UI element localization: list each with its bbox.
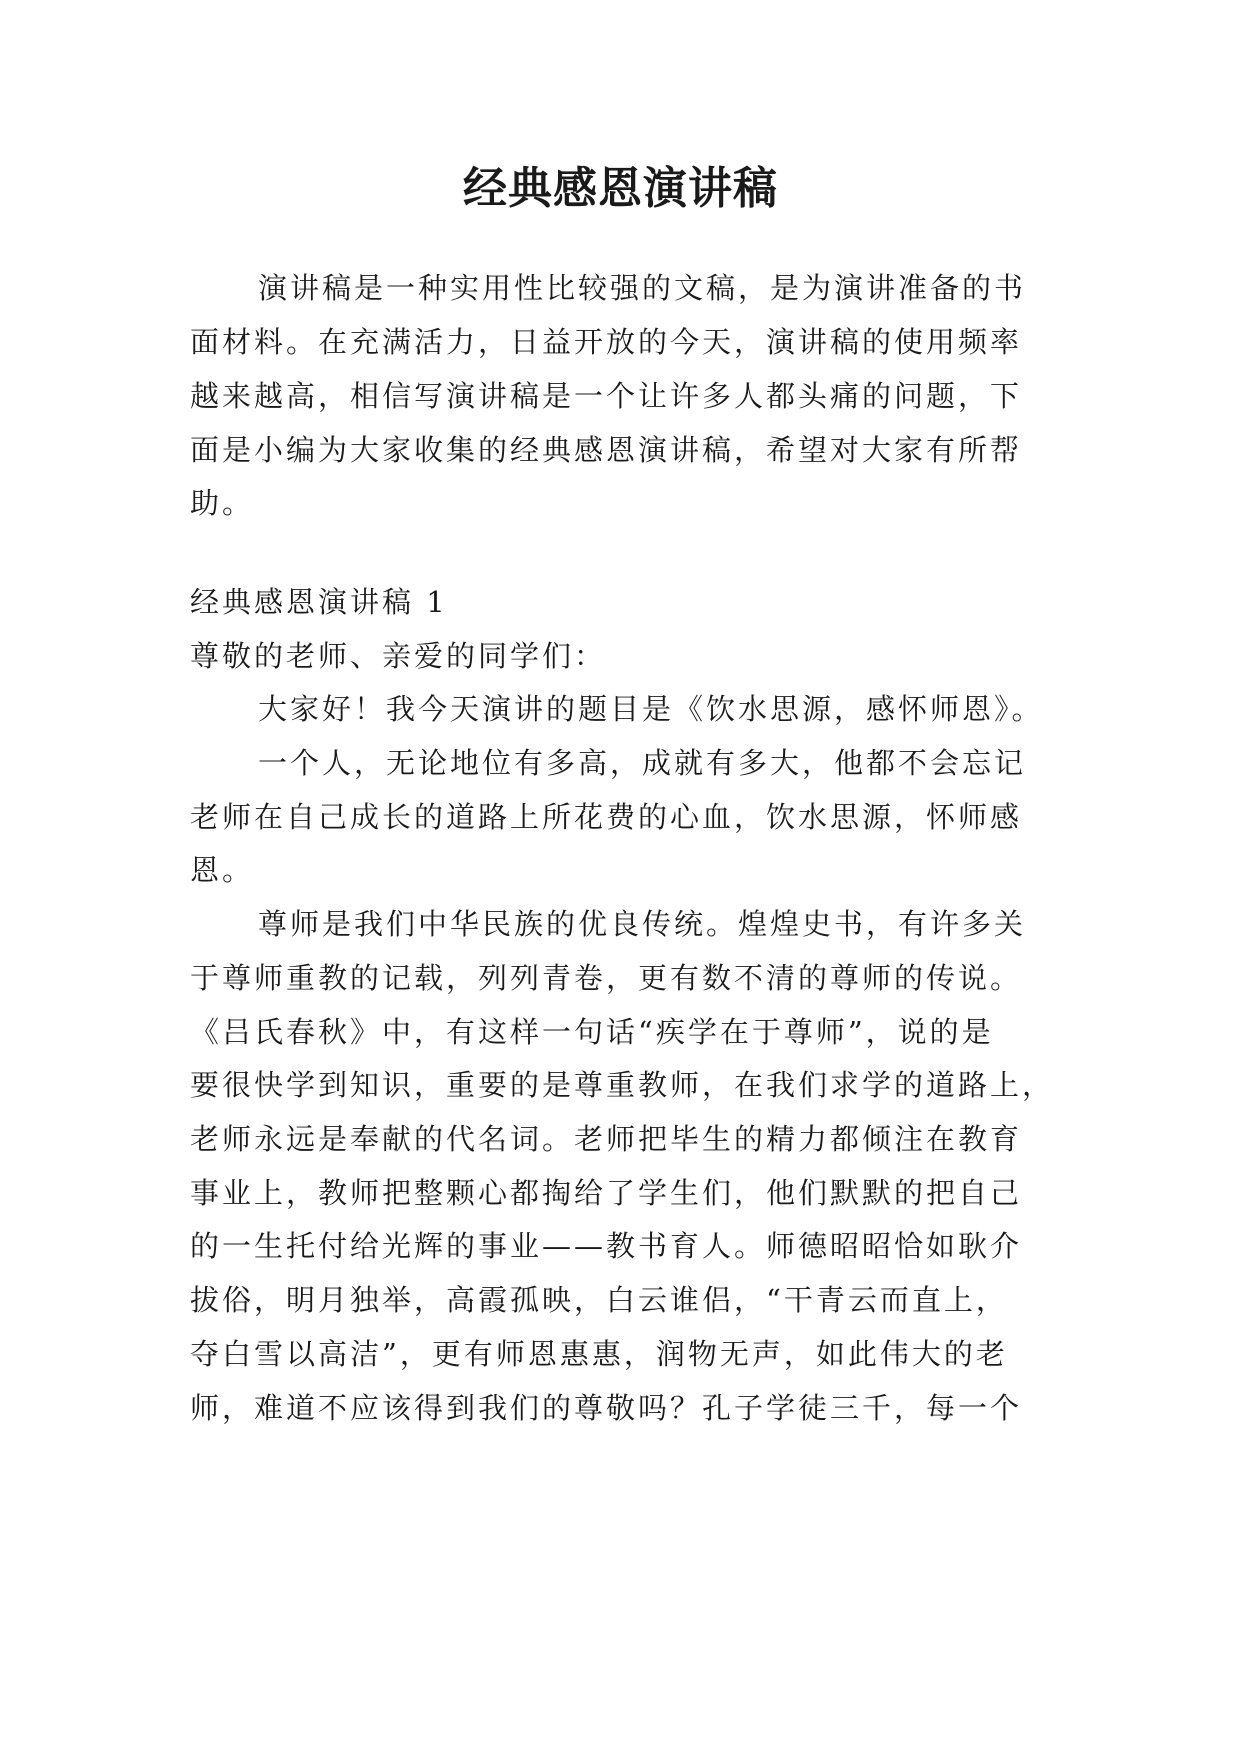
body-line-13: 夺白雪以高洁”，更有师恩惠惠，润物无声，如此伟大的老 bbox=[190, 1337, 1008, 1371]
body-line-5: 尊师是我们中华民族的优良传统。煌煌史书，有许多关 bbox=[258, 907, 1027, 941]
body-line-8: 要很快学到知识，重要的是尊重教师，在我们求学的道路上， bbox=[190, 1068, 1055, 1102]
body-line-14: 师，难道不应该得到我们的尊敬吗？孔子学徒三千，每一个 bbox=[190, 1391, 1023, 1425]
body-line-12: 拔俗，明月独举，高霞孤映，白云谁侣，“干青云而直上， bbox=[190, 1283, 1008, 1317]
intro-line-2: 面材料。在充满活力，日益开放的今天，演讲稿的使用频率 bbox=[190, 325, 1023, 359]
body-line-1: 大家好！我今天演讲的题目是《饮水思源，感怀师恩》。 bbox=[258, 692, 1044, 726]
body-line-4: 恩。 bbox=[190, 853, 255, 887]
body-line-9: 老师永远是奉献的代名词。老师把毕生的精力都倾注在教育 bbox=[190, 1122, 1023, 1156]
section-heading: 经典感恩演讲稿 1 bbox=[190, 585, 448, 619]
intro-line-4: 面是小编为大家收集的经典感恩演讲稿，希望对大家有所帮 bbox=[190, 433, 1023, 467]
salutation: 尊敬的老师、亲爱的同学们： bbox=[190, 639, 607, 673]
body-line-10: 事业上，教师把整颗心都掏给了学生们，他们默默的把自己 bbox=[190, 1176, 1023, 1210]
body-line-11: 的一生托付给光辉的事业——教书育人。师德昭昭恰如耿介 bbox=[190, 1229, 1023, 1263]
body-line-2: 一个人，无论地位有多高，成就有多大，他都不会忘记 bbox=[258, 746, 1027, 780]
body-line-3: 老师在自己成长的道路上所花费的心血，饮水思源，怀师感 bbox=[190, 800, 1023, 834]
intro-line-1: 演讲稿是一种实用性比较强的文稿，是为演讲准备的书 bbox=[258, 271, 1027, 305]
intro-line-3: 越来越高，相信写演讲稿是一个让许多人都头痛的问题，下 bbox=[190, 379, 1023, 413]
intro-line-5: 助。 bbox=[190, 486, 255, 520]
body-line-7: 《吕氏春秋》中，有这样一句话“疾学在于尊师”，说的是 bbox=[190, 1015, 994, 1049]
document-title: 经典感恩演讲稿 bbox=[463, 163, 778, 214]
body-line-6: 于尊师重教的记载，列列青卷，更有数不清的尊师的传说。 bbox=[190, 961, 1023, 995]
